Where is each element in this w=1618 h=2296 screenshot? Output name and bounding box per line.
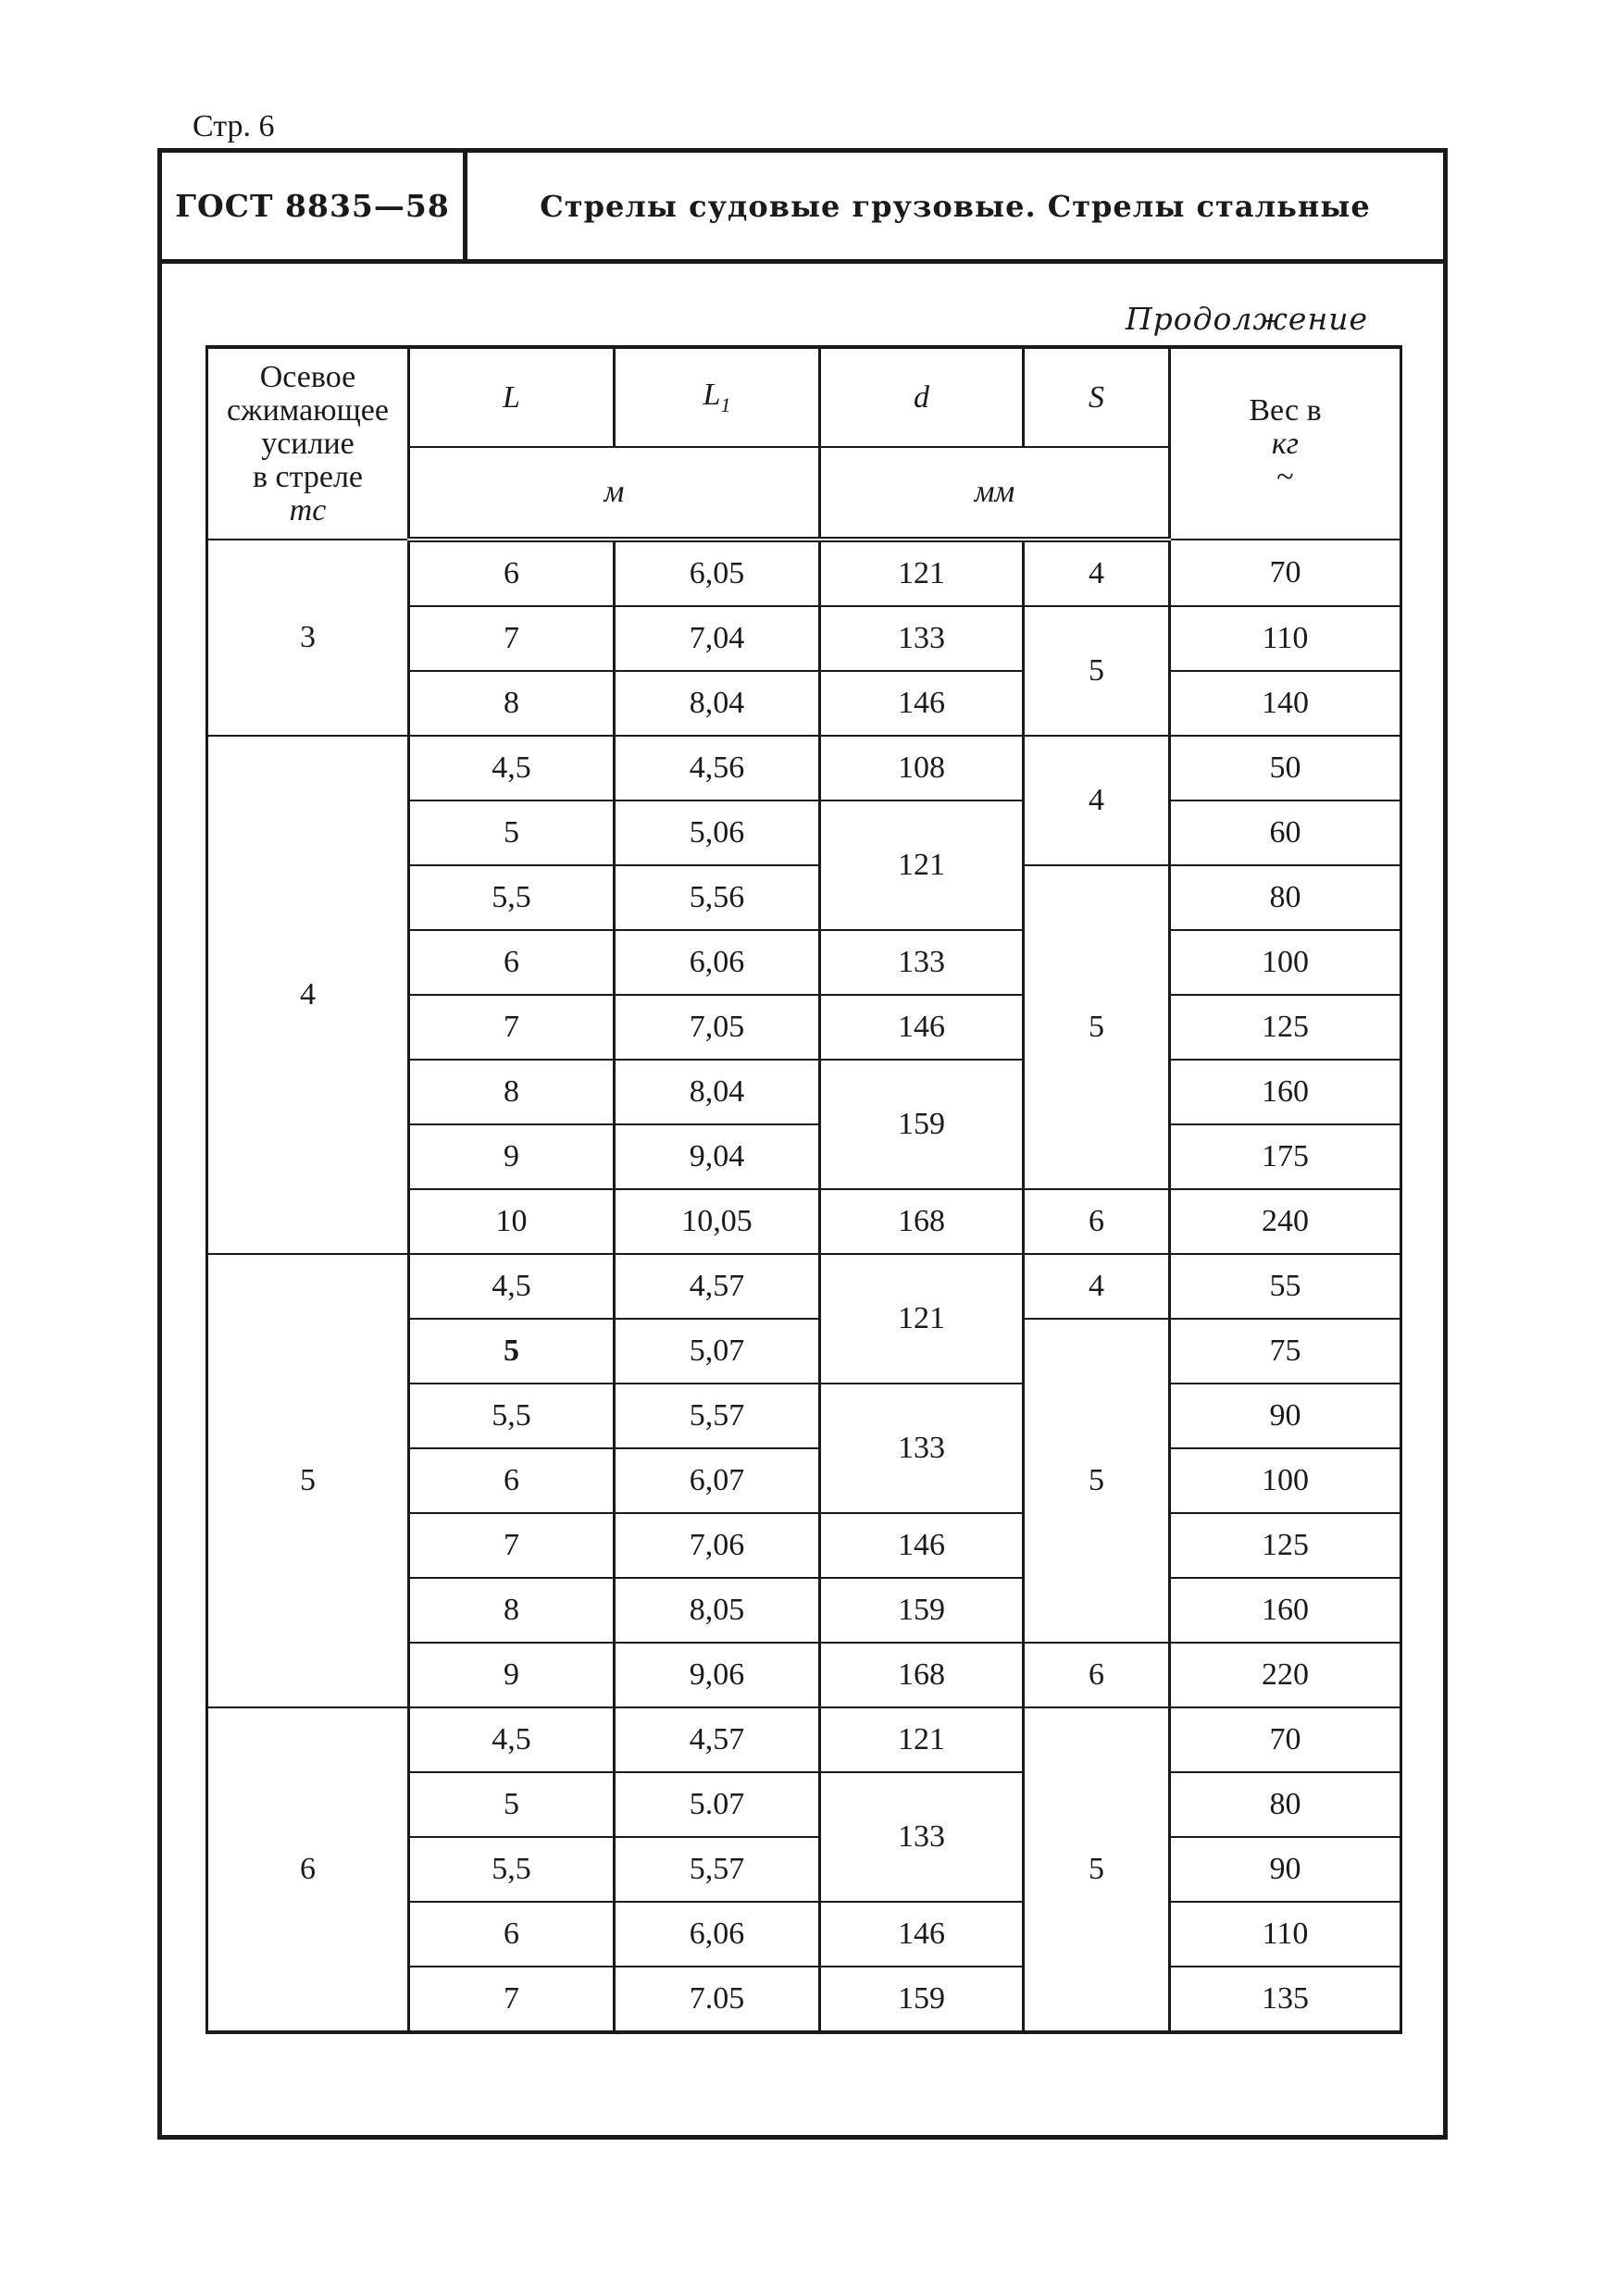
L-cell: 4,5 xyxy=(409,1254,615,1319)
L1-cell: 6,05 xyxy=(615,540,820,606)
specifications-table xyxy=(205,345,1402,2034)
L1-cell: 5,57 xyxy=(615,1837,820,1902)
d-cell: 168 xyxy=(820,1189,1024,1254)
L-cell: 5 xyxy=(409,1319,615,1384)
L-cell: 6 xyxy=(409,1902,615,1967)
L1-cell: 9,04 xyxy=(615,1124,820,1189)
L1-cell: 5,56 xyxy=(615,865,820,930)
weight-cell: 125 xyxy=(1170,995,1401,1060)
weight-cell: 55 xyxy=(1170,1254,1401,1319)
S-cell: 4 xyxy=(1024,736,1170,865)
weight-cell: 100 xyxy=(1170,930,1401,995)
L-cell: 7 xyxy=(409,1513,615,1578)
d-cell: 133 xyxy=(820,930,1024,995)
d-cell: 159 xyxy=(820,1578,1024,1643)
d-cell: 168 xyxy=(820,1643,1024,1707)
L-cell: 6 xyxy=(409,1448,615,1513)
d-cell: 159 xyxy=(820,1060,1024,1189)
L-cell: 5 xyxy=(409,800,615,865)
L1-cell: 10,05 xyxy=(615,1189,820,1254)
L-cell: 5,5 xyxy=(409,1837,615,1902)
table-row xyxy=(207,736,1401,800)
weight-cell: 110 xyxy=(1170,606,1401,671)
L-cell: 5,5 xyxy=(409,865,615,930)
force-cell: 4 xyxy=(207,736,409,1254)
header-L: L xyxy=(409,347,615,447)
L-cell: 7 xyxy=(409,1967,615,2032)
table-row xyxy=(207,1254,1401,1319)
S-cell: 4 xyxy=(1024,1254,1170,1319)
weight-cell: 135 xyxy=(1170,1967,1401,2032)
L1-cell: 6,06 xyxy=(615,1902,820,1967)
weight-cell: 100 xyxy=(1170,1448,1401,1513)
d-cell: 146 xyxy=(820,995,1024,1060)
d-cell: 121 xyxy=(820,540,1024,606)
weight-cell: 90 xyxy=(1170,1837,1401,1902)
L1-cell: 4,57 xyxy=(615,1254,820,1319)
L1-cell: 7,04 xyxy=(615,606,820,671)
L1-cell: 7,06 xyxy=(615,1513,820,1578)
weight-cell: 240 xyxy=(1170,1189,1401,1254)
d-cell: 146 xyxy=(820,671,1024,736)
L-cell: 8 xyxy=(409,671,615,736)
d-cell: 146 xyxy=(820,1513,1024,1578)
L1-cell: 6,07 xyxy=(615,1448,820,1513)
L-cell: 4,5 xyxy=(409,1707,615,1772)
document-header xyxy=(162,153,1443,264)
header-S: S xyxy=(1024,347,1170,447)
force-unit: тс xyxy=(289,492,327,527)
L1-cell: 7.05 xyxy=(615,1967,820,2032)
weight-cell: 70 xyxy=(1170,540,1401,606)
header-d: d xyxy=(820,347,1024,447)
S-cell: 6 xyxy=(1024,1643,1170,1707)
weight-cell: 70 xyxy=(1170,1707,1401,1772)
S-cell: 4 xyxy=(1024,540,1170,606)
L1-cell: 4,57 xyxy=(615,1707,820,1772)
d-cell: 133 xyxy=(820,1384,1024,1513)
S-cell: 5 xyxy=(1024,865,1170,1189)
L-cell: 7 xyxy=(409,995,615,1060)
L1-cell: 8,04 xyxy=(615,671,820,736)
L1-cell: 8,05 xyxy=(615,1578,820,1643)
weight-cell: 175 xyxy=(1170,1124,1401,1189)
L1-cell: 5.07 xyxy=(615,1772,820,1837)
weight-cell: 110 xyxy=(1170,1902,1401,1967)
table-row xyxy=(207,540,1401,606)
d-cell: 146 xyxy=(820,1902,1024,1967)
L-cell: 4,5 xyxy=(409,736,615,800)
continuation-label: Продолжение xyxy=(1125,301,1368,337)
d-cell: 159 xyxy=(820,1967,1024,2032)
L-cell: 7 xyxy=(409,606,615,671)
weight-cell: 140 xyxy=(1170,671,1401,736)
L1-cell: 5,57 xyxy=(615,1384,820,1448)
d-cell: 121 xyxy=(820,800,1024,930)
L-cell: 9 xyxy=(409,1124,615,1189)
weight-cell: 220 xyxy=(1170,1643,1401,1707)
weight-cell: 50 xyxy=(1170,736,1401,800)
force-cell: 5 xyxy=(207,1254,409,1707)
S-cell: 5 xyxy=(1024,1707,1170,2032)
L1-cell: 8,04 xyxy=(615,1060,820,1124)
d-cell: 133 xyxy=(820,1772,1024,1902)
L-cell: 6 xyxy=(409,930,615,995)
weight-cell: 80 xyxy=(1170,1772,1401,1837)
L-cell: 9 xyxy=(409,1643,615,1707)
table-row xyxy=(207,1707,1401,1772)
weight-cell: 75 xyxy=(1170,1319,1401,1384)
unit-millimeters: мм xyxy=(820,447,1170,540)
L1-cell: 9,06 xyxy=(615,1643,820,1707)
d-cell: 121 xyxy=(820,1707,1024,1772)
L-cell: 8 xyxy=(409,1578,615,1643)
d-cell: 121 xyxy=(820,1254,1024,1384)
S-cell: 6 xyxy=(1024,1189,1170,1254)
d-cell: 108 xyxy=(820,736,1024,800)
S-cell: 5 xyxy=(1024,606,1170,736)
page-number: Стр. 6 xyxy=(193,109,275,143)
L1-cell: 6,06 xyxy=(615,930,820,995)
L-cell: 5,5 xyxy=(409,1384,615,1448)
L1-cell: 4,56 xyxy=(615,736,820,800)
L-cell: 5 xyxy=(409,1772,615,1837)
document-title: Стрелы судовые грузовые. Стрелы стальные xyxy=(540,188,1371,224)
L1-cell: 7,05 xyxy=(615,995,820,1060)
weight-cell: 60 xyxy=(1170,800,1401,865)
weight-cell: 160 xyxy=(1170,1060,1401,1124)
header-L1: $L_1$ xyxy=(615,347,820,447)
header-axial-force: Осевое сжимающее усилие в стреле тс xyxy=(207,347,409,540)
weight-cell: 125 xyxy=(1170,1513,1401,1578)
weight-cell: 80 xyxy=(1170,865,1401,930)
standard-number: ГОСТ 8835—58 xyxy=(162,153,467,259)
force-cell: 3 xyxy=(207,540,409,736)
unit-meters: м xyxy=(409,447,820,540)
d-cell: 133 xyxy=(820,606,1024,671)
header-weight: Вес в кг ~ xyxy=(1170,347,1401,540)
weight-cell: 90 xyxy=(1170,1384,1401,1448)
L1-cell: 5,06 xyxy=(615,800,820,865)
weight-cell: 160 xyxy=(1170,1578,1401,1643)
S-cell: 5 xyxy=(1024,1319,1170,1643)
L-cell: 8 xyxy=(409,1060,615,1124)
L1-cell: 5,07 xyxy=(615,1319,820,1384)
L-cell: 6 xyxy=(409,540,615,606)
L-cell: 10 xyxy=(409,1189,615,1254)
force-cell: 6 xyxy=(207,1707,409,2032)
